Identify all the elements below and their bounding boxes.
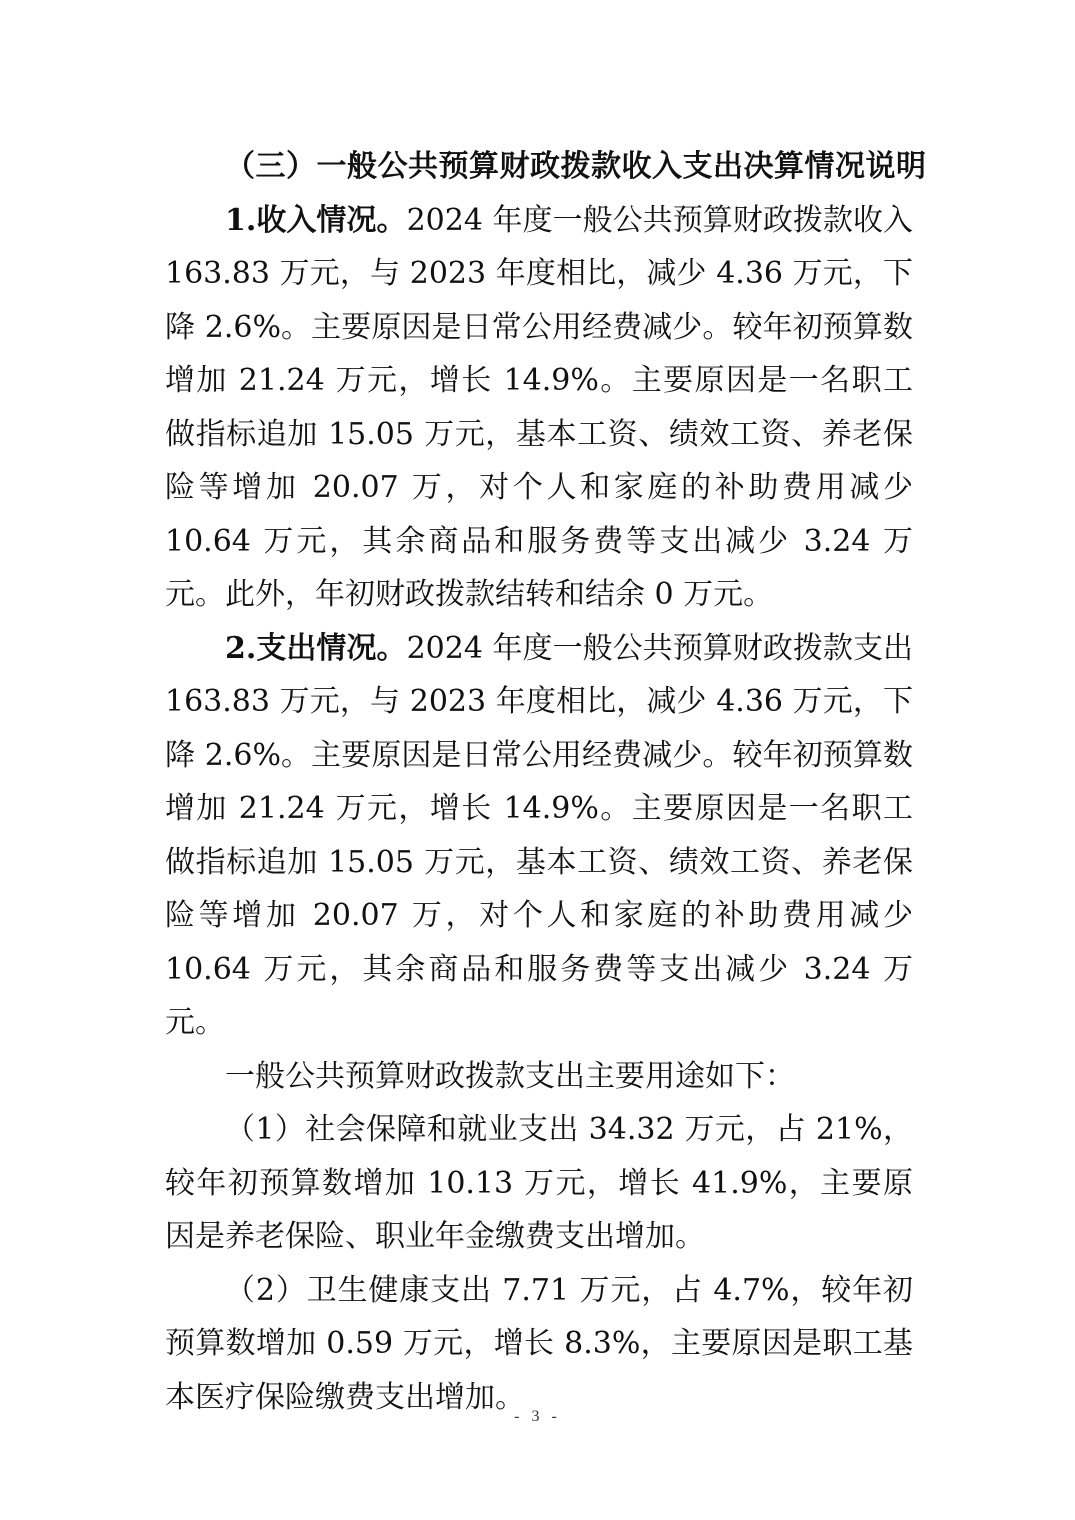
paragraph-income — [165, 194, 913, 622]
paragraph-expenditure-heading: 2.支出情况。 — [225, 630, 407, 666]
paragraph-social-security-text: （1）社会保障和就业支出 34.32 万元，占 21%，较年初预算数增加 10.13 万元，增长 41.9%，主要原因是养老保险、职业年金缴费支出增加。 — [165, 1112, 913, 1254]
paragraph-income-heading: 1.收入情况。 — [225, 202, 407, 238]
paragraph-income-text: 2024 年度一般公共预算财政拨款收入 163.83 万元，与 2023 年度相比，减少 4.36 万元，下降 2.6%。主要原因是日常公用经费减少。较年初预算数增加 21.24 万元，增长 14.9%。主要原因是一名职工做指标追加 15.05 万元，基本工资、绩效工资、养老保险等增加 20.07 万，对个人和家庭的补助费用减少 10.64 万元，其余商品和服务费等支出减少 3.24 万元。此外，年初财政拨款结转和结余 0 万元。 — [165, 202, 913, 612]
paragraph-expenditure — [165, 622, 913, 1050]
paragraph-expenditure-text: 2024 年度一般公共预算财政拨款支出 163.83 万元，与 2023 年度相比，减少 4.36 万元，下降 2.6%。主要原因是日常公用经费减少。较年初预算数增加 21.24 万元，增长 14.9%。主要原因是一名职工做指标追加 15.05 万元，基本工资、绩效工资、养老保险等增加 20.07 万，对个人和家庭的补助费用减少 10.64 万元，其余商品和服务费等支出减少 3.24 万元。 — [165, 630, 913, 1040]
document-body — [165, 140, 927, 1424]
page-number: - 3 - — [514, 1408, 561, 1425]
paragraph-usage-intro-text: 一般公共预算财政拨款支出主要用途如下： — [225, 1058, 795, 1094]
paragraph-health — [165, 1264, 913, 1425]
section-title: （三）一般公共预算财政拨款收入支出决算情况说明 — [225, 149, 927, 184]
paragraph-social-security — [165, 1103, 913, 1264]
paragraph-usage-intro — [165, 1050, 913, 1104]
paragraph-health-text: （2）卫生健康支出 7.71 万元，占 4.7%，较年初预算数增加 0.59 万元，增长 8.3%，主要原因是职工基本医疗保险缴费支出增加。 — [165, 1272, 913, 1415]
